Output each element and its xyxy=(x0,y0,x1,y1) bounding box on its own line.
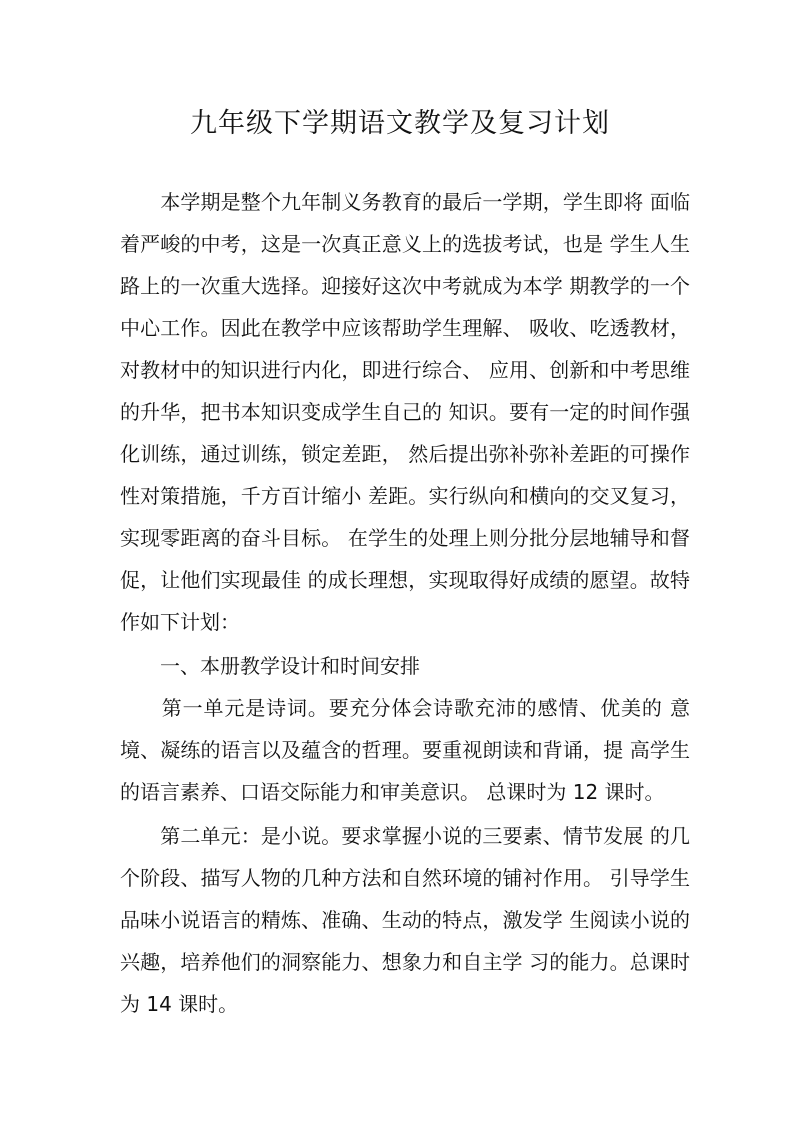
body-line: 个阶段、描写人物的几种方法和自然环境的铺衬作用。 引导学生 xyxy=(120,866,690,890)
body-line: 为 14 课时。 xyxy=(120,992,239,1016)
body-line: 品味小说语言的精炼、准确、生动的特点，激发学 生阅读小说的 xyxy=(120,908,690,932)
body-line: 着严峻的中考，这是一次真正意义上的选拔考试，也是 学生人生 xyxy=(120,232,690,256)
body-line: 第一单元是诗词。要充分体会诗歌充沛的感情、优美的 意 xyxy=(120,696,690,720)
body-line: 第二单元：是小说。要求掌握小说的三要素、情节发展 的几 xyxy=(120,824,690,848)
body-line: 实现零距离的奋斗目标。 在学生的处理上则分批分层地辅导和督 xyxy=(120,526,690,550)
body-line: 的升华，把书本知识变成学生自己的 知识。要有一定的时间作强 xyxy=(120,400,690,424)
body-line: 促，让他们实现最佳 的成长理想，实现取得好成绩的愿望。故特 xyxy=(120,568,690,592)
section-heading: 一、本册教学设计和时间安排 xyxy=(120,654,420,678)
body-line: 作如下计划： xyxy=(120,610,240,634)
body-line: 的语言素养、口语交际能力和审美意识。 总课时为 12 课时。 xyxy=(120,780,665,804)
body-line: 性对策措施，千方百计缩小 差距。实行纵向和横向的交叉复习， xyxy=(120,484,690,508)
body-line: 对教材中的知识进行内化，即进行综合、 应用、创新和中考思维 xyxy=(120,358,690,382)
body-line: 路上的一次重大选择。迎接好这次中考就成为本学 期教学的一个 xyxy=(120,274,690,298)
body-line: 中心工作。因此在教学中应该帮助学生理解、 吸收、吃透教材， xyxy=(120,316,690,340)
document-title: 九年级下学期语文教学及复习计划 xyxy=(190,108,610,139)
body-line: 兴趣，培养他们的洞察能力、想象力和自主学 习的能力。总课时 xyxy=(120,950,690,974)
body-line: 化训练，通过训练，锁定差距， 然后提出弥补弥补差距的可操作 xyxy=(120,442,690,466)
body-line: 境、凝练的语言以及蕴含的哲理。要重视朗读和背诵，提 高学生 xyxy=(120,738,690,762)
body-line: 本学期是整个九年制义务教育的最后一学期，学生即将 面临 xyxy=(120,190,690,214)
